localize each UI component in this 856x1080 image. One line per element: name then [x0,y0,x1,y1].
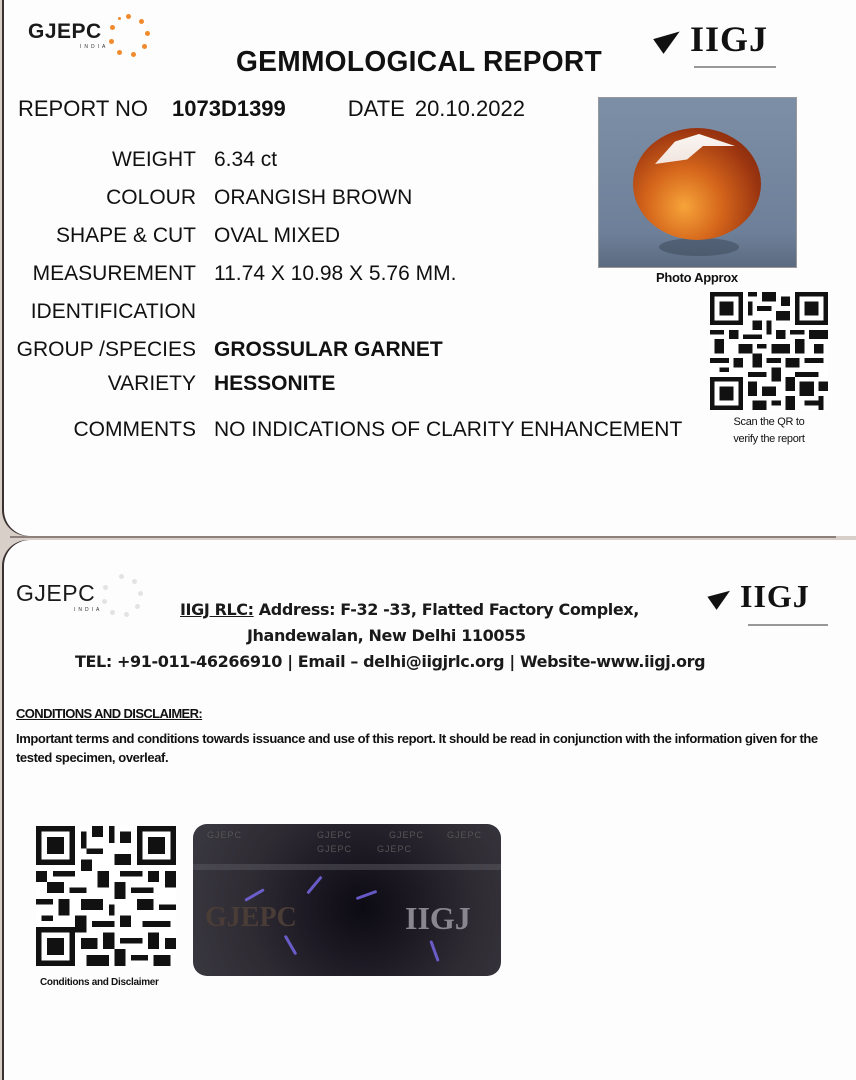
field-value: 6.34 ct [214,148,278,171]
qr-caption-line1: Scan the QR to [733,416,805,428]
hologram-pattern-text: GJEPC [377,844,413,854]
gjepc-logo-text: GJEPC [28,20,102,43]
diamond-arrow-icon [707,584,734,610]
field-value: ORANGISH BROWN [214,186,413,209]
hologram-pattern-text: GJEPC [317,844,353,854]
hologram-ray [284,935,298,956]
card-divider [10,536,836,538]
iigj-logo-text: IIGJ [740,578,810,614]
sun-dots-icon [99,574,145,620]
iigj-logo-underline [694,66,776,68]
gjepc-logo [16,580,145,620]
gem-shadow [659,238,739,256]
security-hologram [193,824,501,976]
field-label: WEIGHT [112,148,196,171]
iigj-logo-underline [748,624,828,626]
field-label: GROUP /SPECIES [16,338,196,361]
photo-caption: Photo Approx [656,270,738,285]
report-no-value: 1073D1399 [172,96,286,121]
hologram-pattern-text: GJEPC [207,830,243,840]
qr-caption [710,414,828,448]
report-back-card [4,540,856,1080]
hologram-ray [429,940,439,962]
field-value: 11.74 X 10.98 X 5.76 MM. [214,262,457,285]
report-front-card [4,0,856,536]
gjepc-logo-sub: INDIA [74,607,103,613]
hologram-gjepc-text: GJEPC [205,902,297,933]
address-line-1 [180,600,639,619]
gem-image [633,128,761,240]
field-value: OVAL MIXED [214,224,341,247]
hologram-pattern-text: GJEPC [389,830,425,840]
gem-photo [598,97,797,268]
field-label: VARIETY [107,372,196,395]
verify-qr-code[interactable] [710,292,828,410]
address-line-2: Jhandewalan, New Delhi 110055 [247,626,526,645]
field-label: SHAPE & CUT [55,224,196,247]
iigj-logo [710,578,810,615]
report-no-label: REPORT NO [18,96,148,121]
hologram-ray [306,876,322,895]
field-value: NO INDICATIONS OF CLARITY ENHANCEMENT [214,418,683,441]
iigj-logo-text: IIGJ [690,19,769,59]
field-value: GROSSULAR GARNET [214,338,443,361]
gjepc-logo-text: GJEPC [16,580,96,606]
conditions-heading: CONDITIONS AND DISCLAIMER: [16,706,203,721]
field-label: COLOUR [106,186,196,209]
gjepc-logo [28,20,152,60]
field-value: HESSONITE [214,372,336,395]
hologram-ray [244,888,265,902]
address-text: Address: F-32 -33, Flatted Factory Complex, [253,600,639,619]
date-label: DATE [347,96,405,121]
address-prefix: IIGJ RLC: [180,600,254,619]
field-label: COMMENTS [73,418,196,441]
hologram-pattern-text: GJEPC [447,830,483,840]
report-header-row [18,96,525,122]
page-title: GEMMOLOGICAL REPORT [236,46,603,78]
gjepc-logo-sub: INDIA [80,44,109,50]
sun-dots-icon [106,14,152,60]
hologram-ray [356,890,378,900]
conditions-qr-code[interactable] [36,826,176,966]
field-label: MEASUREMENT [32,262,196,285]
field-label: IDENTIFICATION [30,300,196,323]
diamond-arrow-icon [653,24,685,54]
contact-line: TEL: +91-011-46266910 | Email – delhi@iigjrlc.org | Website-www.iigj.org [75,652,706,671]
hologram-pattern-text: GJEPC [317,830,353,840]
conditions-qr-caption: Conditions and Disclaimer [40,977,159,988]
qr-caption-line2: verify the report [733,433,805,445]
iigj-logo [656,18,768,60]
conditions-text: Important terms and conditions towards issuance and use of this report. It should be read in conjunction with the information given for the tested specimen, overleaf. [16,731,818,765]
hologram-iigj-text: IIGJ [405,900,471,936]
hologram-band [193,864,501,870]
date-value: 20.10.2022 [414,96,525,121]
